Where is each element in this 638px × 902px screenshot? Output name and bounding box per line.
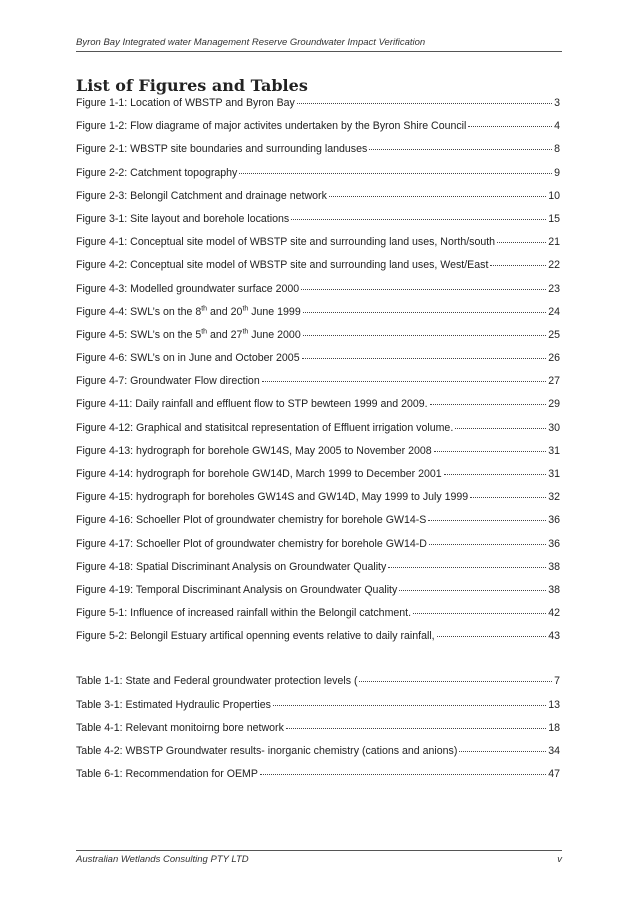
- table-entry[interactable]: [76, 745, 560, 758]
- figure-entry[interactable]: [76, 514, 560, 527]
- figure-entry-page-number: 3: [554, 97, 560, 109]
- figure-entry[interactable]: [76, 445, 560, 458]
- figure-entry[interactable]: [76, 422, 560, 435]
- figure-entry[interactable]: [76, 167, 560, 180]
- table-entry[interactable]: [76, 699, 560, 712]
- figure-entry-page-number: 38: [548, 583, 560, 596]
- figure-entry[interactable]: [76, 143, 560, 156]
- figure-entry-leader-dots: [369, 149, 552, 150]
- table-entry-label: Table 1-1: State and Federal groundwater protection levels (: [76, 675, 358, 688]
- figure-entry[interactable]: [76, 584, 560, 597]
- figure-entry[interactable]: [76, 491, 560, 504]
- figure-entry[interactable]: [76, 352, 560, 365]
- figure-entry-label: Figure 2-1: WBSTP site boundaries and surrounding landuses: [76, 143, 368, 156]
- figure-entry[interactable]: [76, 97, 560, 110]
- figure-entry-label: Figure 4-16: Schoeller Plot of groundwater chemistry for borehole GW14-S: [76, 514, 427, 527]
- figure-entry[interactable]: [76, 561, 560, 574]
- figure-entry-label: Figure 4-12: Graphical and statisitcal representation of Effluent irrigation volume.: [76, 421, 454, 434]
- figure-entry-page-number: 4: [554, 120, 560, 133]
- figure-entry-label: Figure 4-11: Daily rainfall and effluent flow to STP bewteen 1999 and 2009.: [76, 398, 428, 411]
- figure-entry-label: Figure 3-1: Site layout and borehole locations: [76, 212, 290, 225]
- figure-entry-label: Figure 4-5: SWL’s on the 5th and 27th June 2000: [76, 328, 301, 341]
- figure-entry-page-number: 29: [548, 398, 560, 411]
- table-entry[interactable]: [76, 722, 560, 735]
- figure-entry-label: Figure 4-1: Conceptual site model of WBSTP site and surrounding land uses, North/south: [76, 236, 496, 249]
- figure-entry-label: Figure 4-6: SWL’s on in June and October 2005: [76, 352, 300, 365]
- figure-entry-page-number: 26: [548, 352, 560, 365]
- figure-entry[interactable]: [76, 306, 560, 319]
- figure-entry-page-number: 9: [554, 166, 560, 179]
- table-entry-leader-dots: [273, 705, 546, 706]
- figure-entry-page-number: 24: [548, 305, 560, 318]
- table-entry[interactable]: [76, 768, 560, 781]
- figure-entry-label: Figure 4-7: Groundwater Flow direction: [76, 375, 260, 388]
- table-entry-page-number: 18: [548, 721, 560, 734]
- figure-entry-leader-dots: [413, 613, 546, 614]
- figure-entry-page-number: 32: [548, 491, 560, 504]
- header-rule: [76, 51, 562, 52]
- figure-entry-leader-dots: [470, 497, 546, 498]
- figure-entry-page-number: 25: [548, 328, 560, 341]
- figure-entry-label: Figure 4-13: hydrograph for borehole GW14S, May 2005 to November 2008: [76, 444, 432, 457]
- table-entry-leader-dots: [260, 774, 546, 775]
- figure-entry-page-number: 30: [548, 421, 560, 434]
- table-entry-label: Table 3-1: Estimated Hydraulic Properties: [76, 698, 271, 711]
- figure-entry-label: Figure 4-3: Modelled groundwater surface 2000: [76, 282, 300, 295]
- figure-entry-leader-dots: [303, 312, 546, 313]
- figure-entry-leader-dots: [434, 451, 547, 452]
- figure-entry[interactable]: [76, 190, 560, 203]
- page-title: List of Figures and Tables: [76, 76, 308, 95]
- table-entry-page-number: 7: [554, 675, 560, 688]
- figure-entry-page-number: 42: [548, 607, 560, 620]
- table-entry-label: Table 4-2: WBSTP Groundwater results- inorganic chemistry (cations and anions): [76, 744, 458, 757]
- table-entry-label: Table 4-1: Relevant monitoirng bore network: [76, 721, 284, 734]
- table-entry-leader-dots: [459, 751, 546, 752]
- figure-entry-leader-dots: [437, 636, 547, 637]
- figure-entry-label: Figure 5-1: Influence of increased rainfall within the Belongil catchment.: [76, 607, 412, 620]
- figure-entry[interactable]: [76, 120, 560, 133]
- figure-entry-page-number: 21: [548, 236, 560, 249]
- table-entry-page-number: 34: [548, 744, 560, 757]
- figure-entry[interactable]: [76, 236, 560, 249]
- figure-entry-label: Figure 4-19: Temporal Discriminant Analysis on Groundwater Quality: [76, 583, 398, 596]
- figure-entry-label: Figure 1-2: Flow diagrame of major activites undertaken by the Byron Shire Council: [76, 120, 467, 133]
- toc-list: [76, 97, 560, 781]
- table-entry-leader-dots: [359, 681, 552, 682]
- figure-entry-page-number: 8: [554, 143, 560, 156]
- figure-entry[interactable]: [76, 375, 560, 388]
- figure-entry[interactable]: [76, 538, 560, 551]
- figure-entry[interactable]: [76, 468, 560, 481]
- figure-entry-leader-dots: [297, 103, 552, 104]
- figure-entry-label: Figure 4-4: SWL’s on the 8th and 20th June 1999: [76, 305, 301, 318]
- figure-entry-leader-dots: [399, 590, 546, 591]
- table-entry[interactable]: [76, 675, 560, 688]
- figure-entry[interactable]: [76, 329, 560, 342]
- figure-entry-leader-dots: [302, 358, 547, 359]
- figure-entry[interactable]: [76, 213, 560, 226]
- figure-entry-leader-dots: [303, 335, 546, 336]
- tables-list: [76, 675, 560, 781]
- figure-entry-page-number: 38: [548, 560, 560, 573]
- figure-entry-label: Figure 4-2: Conceptual site model of WBSTP site and surrounding land uses, West/East: [76, 259, 489, 272]
- figure-entry-leader-dots: [430, 404, 547, 405]
- figure-entry-page-number: 36: [548, 514, 560, 527]
- figure-entry-label: Figure 1-1: Location of WBSTP and Byron Bay: [76, 97, 295, 109]
- figure-entry-leader-dots: [428, 520, 546, 521]
- figure-entry-leader-dots: [455, 428, 546, 429]
- running-header: Byron Bay Integrated water Management Reserve Groundwater Impact Verification: [76, 37, 426, 48]
- figure-entry-label: Figure 2-2: Catchment topography: [76, 166, 238, 179]
- footer-page-number: v: [557, 854, 562, 865]
- figure-entry-label: Figure 4-15: hydrograph for boreholes GW14S and GW14D, May 1999 to July 1999: [76, 491, 469, 504]
- figure-entry-leader-dots: [262, 381, 546, 382]
- figure-entry-leader-dots: [444, 474, 547, 475]
- figure-entry-page-number: 15: [548, 212, 560, 225]
- figure-entry[interactable]: [76, 259, 560, 272]
- footer-company: Australian Wetlands Consulting PTY LTD: [76, 854, 249, 865]
- table-entry-page-number: 47: [548, 768, 560, 781]
- figure-entry-page-number: 36: [548, 537, 560, 550]
- figure-entry-leader-dots: [329, 196, 546, 197]
- figure-entry-leader-dots: [429, 544, 546, 545]
- figure-entry-leader-dots: [497, 242, 546, 243]
- figure-entry-label: Figure 4-18: Spatial Discriminant Analysis on Groundwater Quality: [76, 560, 387, 573]
- footer-rule: [76, 850, 562, 851]
- figure-entry-label: Figure 4-17: Schoeller Plot of groundwater chemistry for borehole GW14-D: [76, 537, 427, 550]
- figure-entry[interactable]: [76, 398, 560, 411]
- figure-entry[interactable]: [76, 283, 560, 296]
- figure-entry-page-number: 10: [548, 189, 560, 202]
- figure-entry-page-number: 31: [548, 468, 560, 480]
- figure-entry-label: Figure 2-3: Belongil Catchment and drainage network: [76, 189, 327, 202]
- figure-entry-leader-dots: [291, 219, 546, 220]
- figure-entry-leader-dots: [239, 173, 552, 174]
- figure-entry-label: Figure 4-14: hydrograph for borehole GW14D, March 1999 to December 2001: [76, 468, 442, 480]
- figures-list: [76, 97, 560, 643]
- figure-entry-leader-dots: [468, 126, 552, 127]
- figure-entry-leader-dots: [301, 289, 546, 290]
- figure-entry[interactable]: [76, 607, 560, 620]
- table-entry-label: Table 6-1: Recommendation for OEMP: [76, 768, 258, 781]
- table-entry-leader-dots: [286, 728, 546, 729]
- figure-entry-page-number: 31: [548, 444, 560, 457]
- figure-entry-page-number: 27: [548, 375, 560, 388]
- figure-entry-label: Figure 5-2: Belongil Estuary artifical openning events relative to daily rainfall,: [76, 630, 435, 643]
- figure-entry-page-number: 43: [548, 630, 560, 643]
- figure-entry-page-number: 22: [548, 259, 560, 272]
- table-entry-page-number: 13: [548, 698, 560, 711]
- figure-entry[interactable]: [76, 630, 560, 643]
- figure-entry-leader-dots: [490, 265, 546, 266]
- figure-entry-leader-dots: [388, 567, 546, 568]
- figure-entry-page-number: 23: [548, 282, 560, 295]
